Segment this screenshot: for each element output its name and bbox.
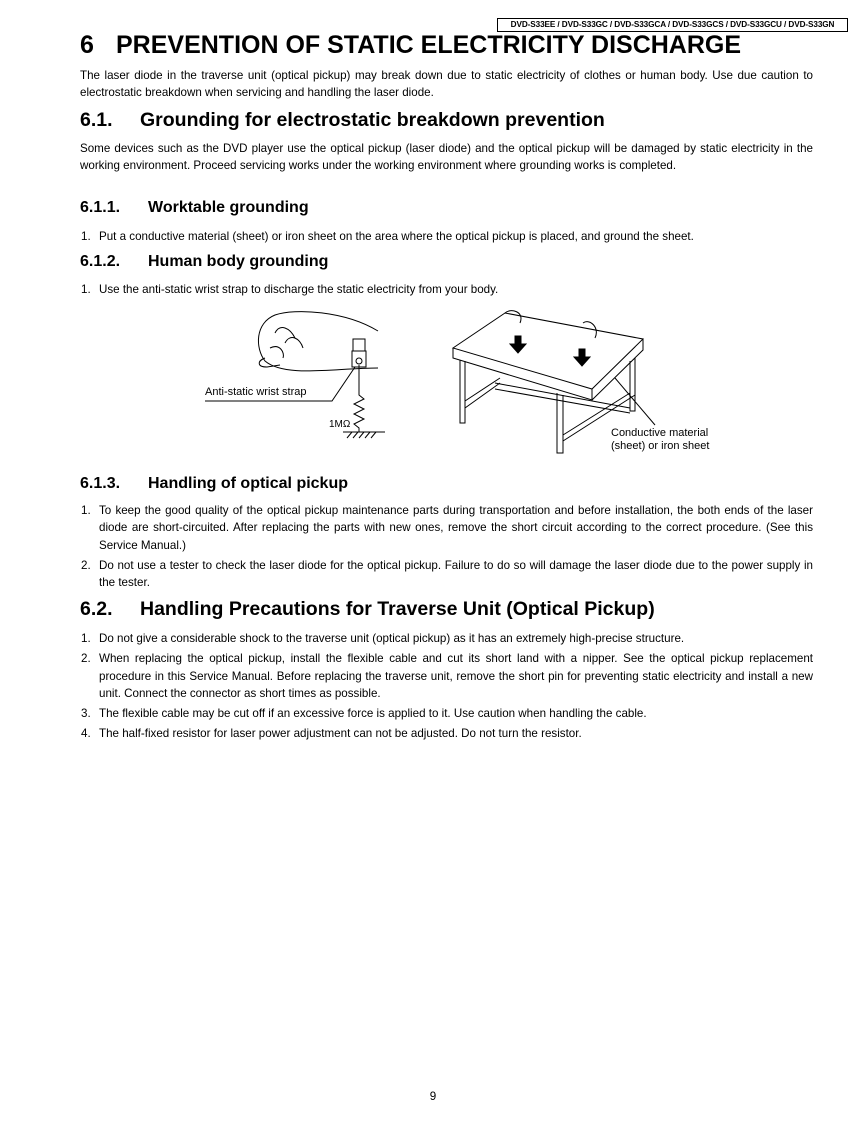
conductive-material-label-2: (sheet) or iron sheet xyxy=(611,440,710,452)
heading-6-1-1 xyxy=(80,199,309,217)
down-arrow-icon xyxy=(574,349,590,366)
wrist-strap-label: Anti-static wrist strap xyxy=(205,386,307,398)
heading-6-1-2 xyxy=(80,253,328,271)
heading-text: Grounding for electrostatic breakdown prevention xyxy=(140,109,605,131)
section-title xyxy=(80,31,741,60)
list-item-text: To keep the good quality of the optical pickup maintenance parts during transportation and before installation, the both ends of the laser diode are short-circuited. After replacing the parts with new ones, remove the short circuit according to the correct procedure. (See this Service Manual.) xyxy=(99,504,813,552)
section-title-text: PREVENTION OF STATIC ELECTRICITY DISCHARGE xyxy=(116,31,742,59)
heading-number: 6.1.1. xyxy=(80,199,121,216)
grounding-illustration xyxy=(195,303,755,463)
traverse-unit-list xyxy=(80,630,813,746)
list-item: 4. The half-fixed resistor for laser power adjustment can not be adjusted. Do not turn the resistor. xyxy=(81,727,582,741)
heading-number: 6.2. xyxy=(80,598,113,620)
worktable-list xyxy=(80,228,813,248)
heading-text: Human body grounding xyxy=(148,253,329,270)
list-item: 1. Use the anti-static wrist strap to discharge the static electricity from your body. xyxy=(81,283,499,296)
model-header: DVD-S33EE / DVD-S33GC / DVD-S33GCA / DVD-S33GCS / DVD-S33GCU / DVD-S33GN xyxy=(497,18,848,32)
conductive-material-label: Conductive material xyxy=(611,427,709,439)
section-number: 6 xyxy=(80,31,94,59)
body-grounding-list xyxy=(80,281,813,301)
intro-paragraph: The laser diode in the traverse unit (optical pickup) may break down due to static electricity of clothes or human body. Use due caution to electrostatic breakdown when servicing and handling the laser diode. xyxy=(80,69,813,99)
heading-text: Handling of optical pickup xyxy=(148,475,348,492)
heading-text: Handling Precautions for Traverse Unit (Optical Pickup) xyxy=(140,598,655,620)
heading-number: 6.1. xyxy=(80,109,113,131)
heading-6-1 xyxy=(80,109,605,132)
grounding-paragraph: Some devices such as the DVD player use the optical pickup (laser diode) and the optical pickup will be damaged by static electricity in the working environment. Proceed servicing works under the working environment where grounding works is completed. xyxy=(80,142,813,172)
down-arrow-icon xyxy=(510,336,526,353)
list-item: 1. Do not give a considerable shock to the traverse unit (optical pickup) as it has an extremely high-precise structure. xyxy=(81,632,685,645)
list-item: 2. When replacing the optical pickup, install the flexible cable and cut its short land with a nipper. See the optical pickup replacement procedure in this Service Manual. Before replacing the traverse unit, remove the short pin for preventing static electricity and install a new unit. Connect the connector as short times as possible. xyxy=(81,652,813,700)
page-number: 9 xyxy=(429,1090,437,1103)
heading-text: Worktable grounding xyxy=(148,199,309,216)
list-item: 1. To keep the good quality of the optical pickup maintenance parts during transportation and before installation, the both ends of the laser diode are short-circuited. After replacing the parts with new ones, remove the short circuit according to the correct procedure. (See this Service Manual.) xyxy=(81,504,813,552)
heading-6-2 xyxy=(80,598,655,621)
list-item-text: Do not give a considerable shock to the traverse unit (optical pickup) as it has an extremely high-precise structure. xyxy=(99,632,685,645)
hand-wrist-strap-drawing xyxy=(205,312,385,438)
optical-pickup-list xyxy=(80,502,813,594)
list-item-text: Put a conductive material (sheet) or iron sheet on the area where the optical pickup is placed, and ground the sheet. xyxy=(99,230,694,243)
list-item-text: When replacing the optical pickup, install the flexible cable and cut its short land with a nipper. See the optical pickup replacement procedure in this Service Manual. Before replacing the traverse unit, remove the short pin for preventing static electricity and install a new unit. Connect the connector as short times as possible. xyxy=(99,652,813,700)
list-item-text: The flexible cable may be cut off if an excessive force is applied to it. Use caution when handling the cable. xyxy=(99,707,647,721)
list-item: 1. Put a conductive material (sheet) or iron sheet on the area where the optical pickup is placed, and ground the sheet. xyxy=(81,230,694,243)
heading-6-1-3 xyxy=(80,475,348,493)
heading-number: 6.1.2. xyxy=(80,253,121,270)
resistor-label: 1MΩ xyxy=(329,419,351,430)
list-item-text: Use the anti-static wrist strap to discharge the static electricity from your body. xyxy=(99,283,499,296)
list-item: 2. Do not use a tester to check the laser diode for the optical pickup. Failure to do so will damage the laser diode due to the power supply in the tester. xyxy=(81,558,813,590)
heading-number: 6.1.3. xyxy=(80,475,121,492)
list-item-text: The half-fixed resistor for laser power adjustment can not be adjusted. Do not turn the resistor. xyxy=(99,727,582,741)
list-item: 3. The flexible cable may be cut off if an excessive force is applied to it. Use caution when handling the cable. xyxy=(81,707,647,721)
list-item-text: Do not use a tester to check the laser diode for the optical pickup. Failure to do so will damage the laser diode due to the power supply in the tester. xyxy=(99,558,813,590)
